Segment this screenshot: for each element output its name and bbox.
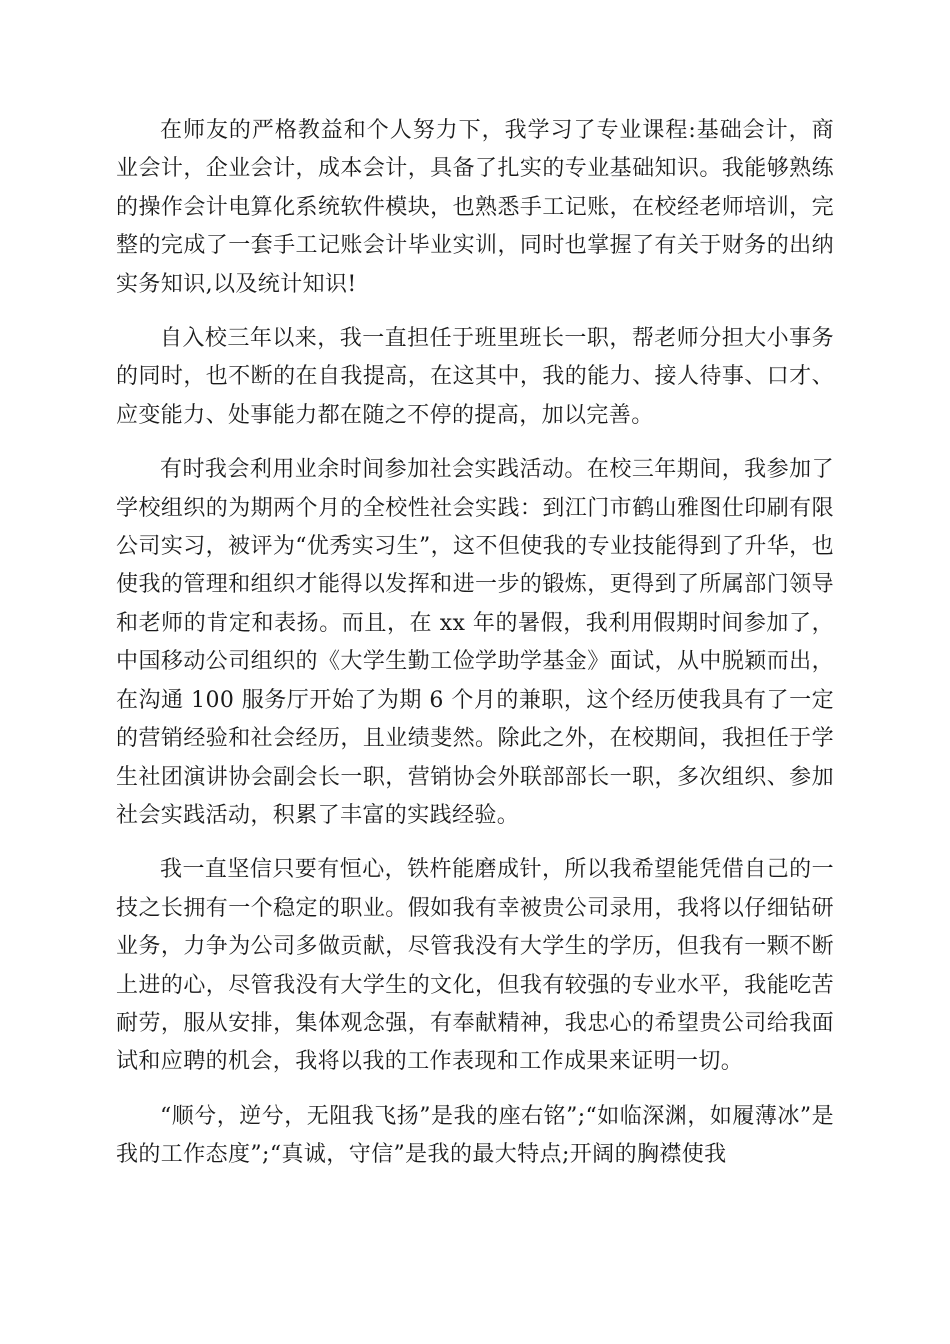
document-body xyxy=(116,112,834,1191)
paragraph-career-goal: 我一直坚信只要有恒心，铁杵能磨成针，所以我希望能凭借自己的一技之长拥有一个稳定的职业。假如我有幸被贵公司录用，我将以仔细钻研业务，力争为公司多做贡献，尽管我没有大学生的学历，但我有一颗不断上进的心，尽管我没有大学生的文化，但我有较强的专业水平，我能吃苦耐劳，服从安排，集体观念强，有奉献精神，我忠心的希望贵公司给我面试和应聘的机会，我将以我的工作表现和工作成果来证明一切。 xyxy=(116,857,834,1075)
paragraph-motto: “顺兮，逆兮，无阻我飞扬”是我的座右铭”;“如临深渊，如履薄冰”是我的工作态度”;“真诚，守信”是我的最大特点;开阔的胸襟使我 xyxy=(116,1103,834,1168)
paragraph-education: 在师友的严格教益和个人努力下，我学习了专业课程:基础会计，商业会计，企业会计，成本会计，具备了扎实的专业基础知识。我能够熟练的操作会计电算化系统软件模块，也熟悉手工记账，在校经老师培训，完整的完成了一套手工记账会计毕业实训，同时也掌握了有关于财务的出纳实务知识,以及统计知识! xyxy=(116,118,834,297)
paragraph-class-monitor: 自入校三年以来，我一直担任于班里班长一职，帮老师分担大小事务的同时，也不断的在自我提高，在这其中，我的能力、接人待事、口才、应变能力、处事能力都在随之不停的提高，加以完善。 xyxy=(116,326,834,428)
paragraph-social-practice: 有时我会利用业余时间参加社会实践活动。在校三年期间，我参加了学校组织的为期两个月的全校性社会实践：到江门市鹤山雅图仕印刷有限公司实习，被评为“优秀实习生”，这不但使我的专业技能得到了升华，也使我的管理和组织才能得以发挥和进一步的锻炼，更得到了所属部门领导和老师的肯定和表扬。而且，在 xx 年的暑假，我利用假期时间参加了，中国移动公司组织的《大学生勤工俭学助学基金》面试，从中脱颖而出，在沟通 100 服务厅开始了为期 6 个月的兼职，这个经历使我具有了一定的营销经验和社会经历，且业绩斐然。除此之外，在校期间，我担任于学生社团演讲协会副会长一职，营销协会外联部部长一职，多次组织、参加社会实践活动，积累了丰富的实践经验。 xyxy=(116,457,834,828)
